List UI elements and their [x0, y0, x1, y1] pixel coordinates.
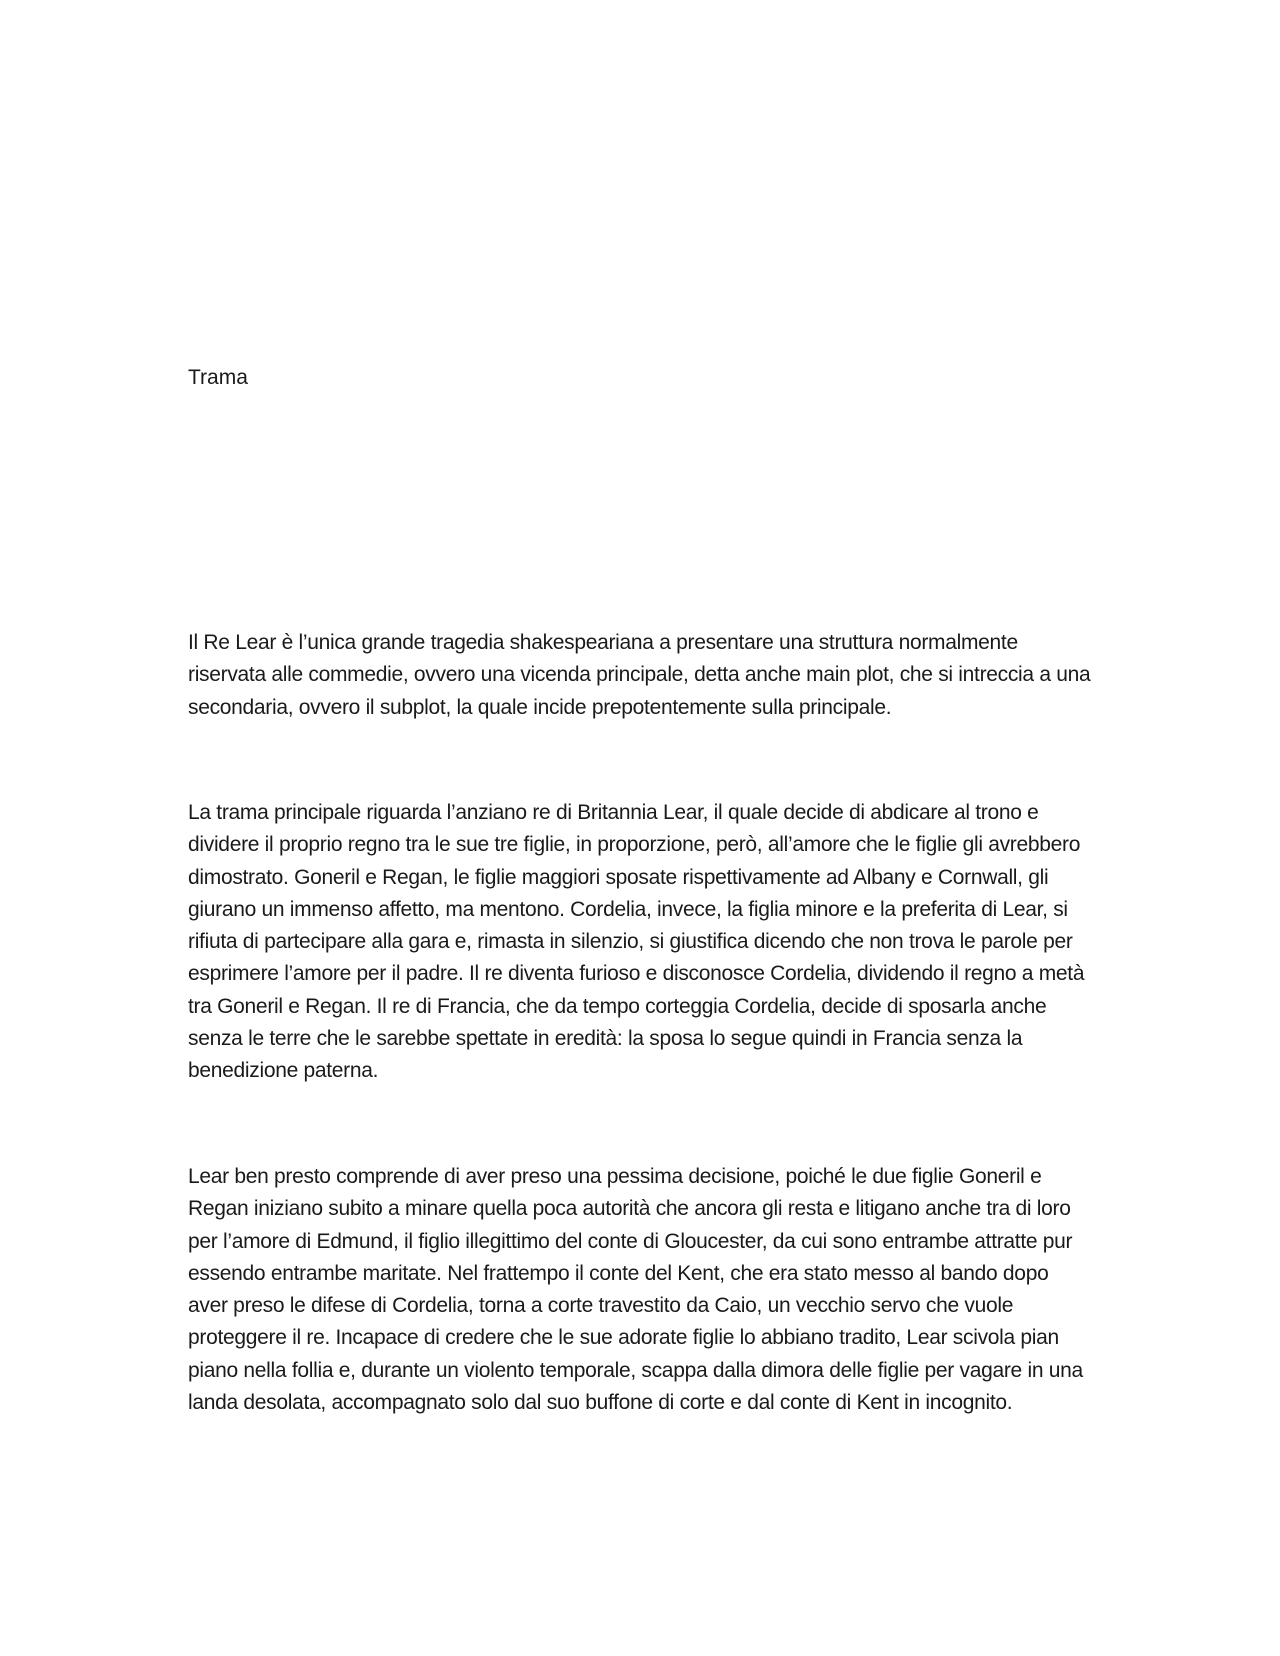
paragraph-intro: Il Re Lear è l’unica grande tragedia shakespeariana a presentare una struttura normalmente riservata alle commedie, ovvero una vicenda principale, detta anche main plot, che si intreccia a una secondaria, ovvero il subplot, la quale incide prepotentemente sulla principale.: [188, 631, 1091, 719]
paragraph-main-plot: La trama principale riguarda l’anziano re di Britannia Lear, il quale decide di abdicare al trono e dividere il proprio regno tra le sue tre figlie, in proporzione, però, all’amore che le figlie gli avrebbero dimostrato. Goneril e Regan, le figlie maggiori sposate rispettivamente ad Albany e Cornwall, gli giurano un immenso affetto, ma mentono. Cordelia, invece, la figlia minore e la preferita di Lear, si rifiuta di partecipare alla gara e, rimasta in silenzio, si giustifica dicendo che non trova le parole per esprimere l’amore per il padre. Il re diventa furioso e disconosce Cordelia, dividendo il regno a metà tra Goneril e Regan. Il re di Francia, che da tempo corteggia Cordelia, decide di sposarla anche senza le terre che le sarebbe spettate in eredità: la sposa lo segue quindi in Francia senza la benedizione paterna.: [188, 801, 1085, 1083]
paragraph-lear-decline: Lear ben presto comprende di aver preso una pessima decisione, poiché le due figlie Goneril e Regan iniziano subito a minare quella poca autorità che ancora gli resta e litigano anche tra di loro per l’amore di Edmund, il figlio illegittimo del conte di Gloucester, da cui sono entrambe attratte pur essendo entrambe maritate. Nel frattempo il conte del Kent, che era stato messo al bando dopo aver preso le difese di Cordelia, torna a corte travestito da Caio, un vecchio servo che vuole proteggere il re. Incapace di credere che le sue adorate figlie lo abbiano tradito, Lear scivola pian piano nella follia e, durante un violento temporale, scappa dalla dimora delle figlie per vagare in una landa desolata, accompagnato solo dal suo buffone di corte e dal conte di Kent in incognito.: [188, 1165, 1083, 1415]
document-heading: Trama: [188, 366, 248, 389]
